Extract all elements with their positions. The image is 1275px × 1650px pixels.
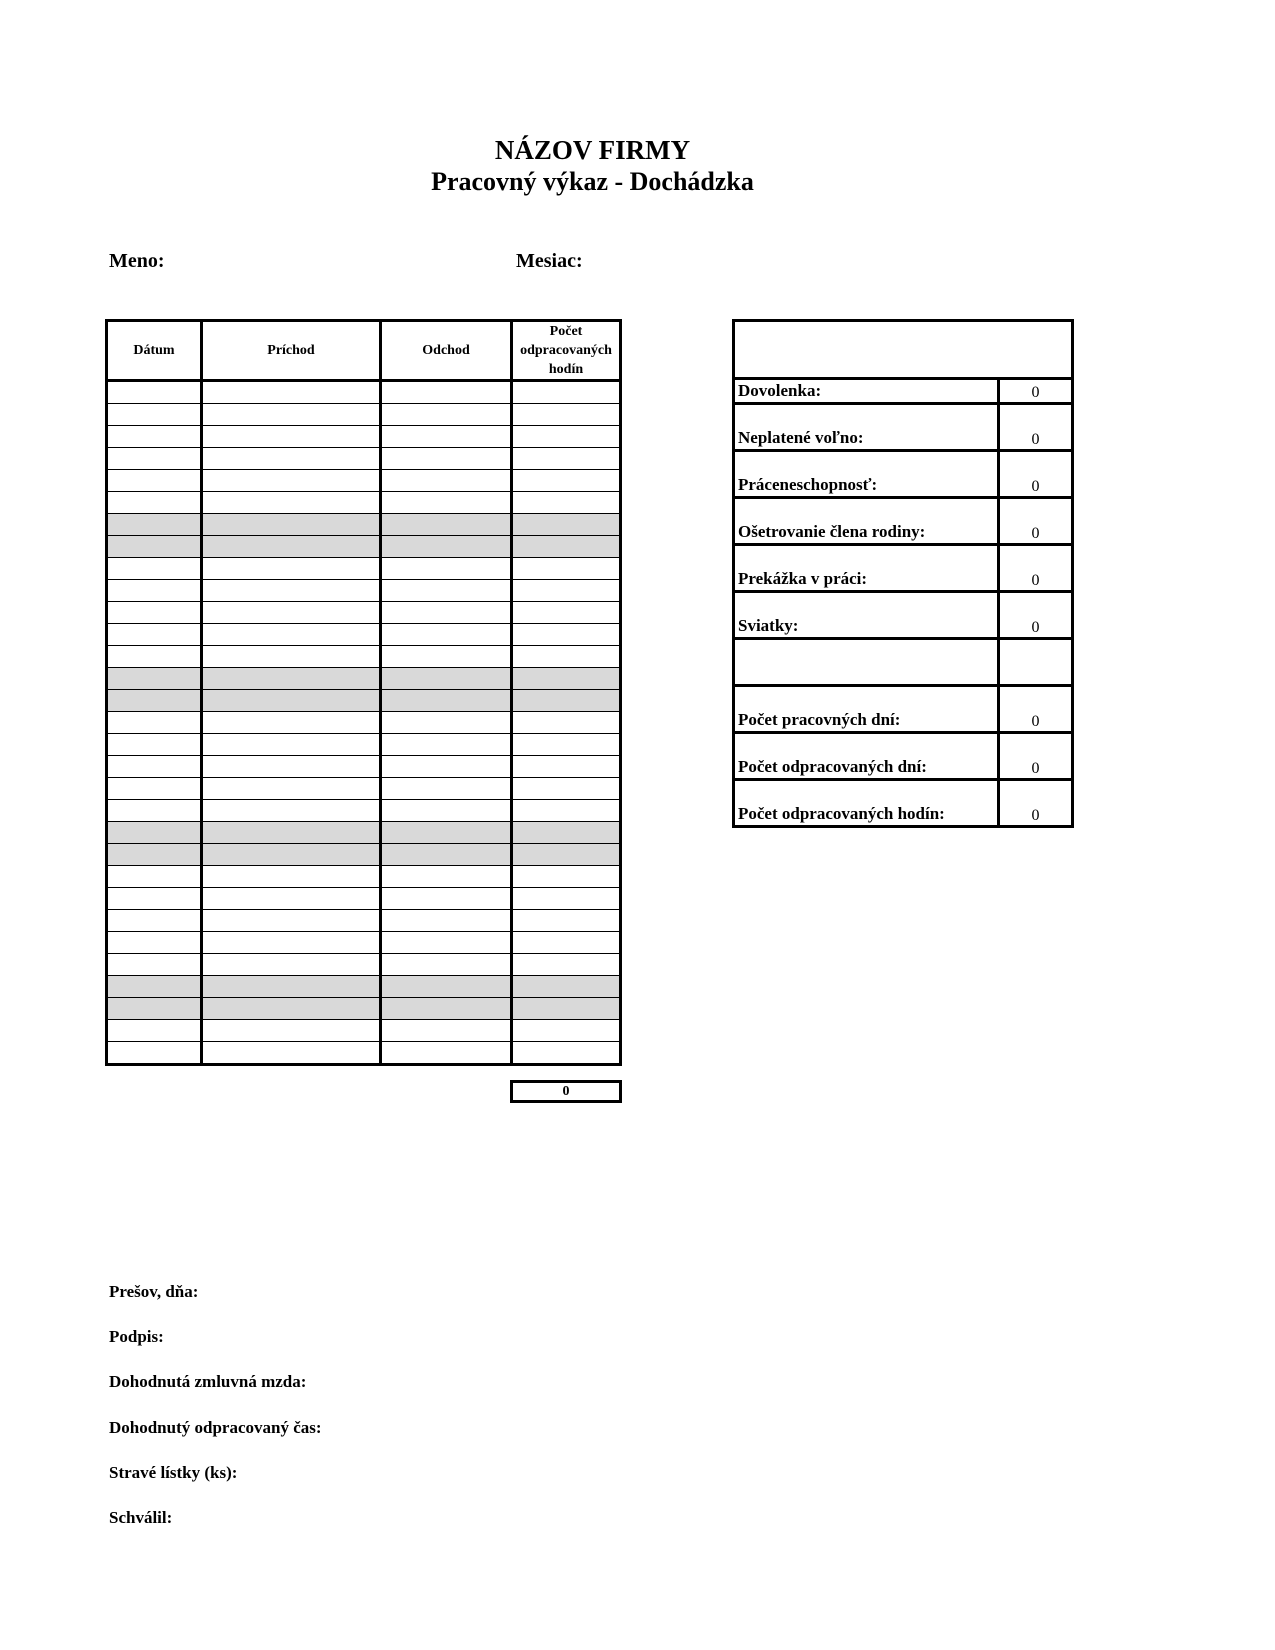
attendance-header-row [107, 321, 621, 381]
datum-cell [107, 404, 202, 426]
summary-row [734, 592, 1073, 639]
table-row [107, 381, 621, 404]
hours-cell [512, 580, 621, 602]
prichod-cell [202, 646, 381, 668]
table-row [107, 712, 621, 734]
table-row [107, 844, 621, 866]
table-row [107, 470, 621, 492]
table-row [107, 426, 621, 448]
datum-cell [107, 492, 202, 514]
datum-cell [107, 910, 202, 932]
summary-label: Neplatené voľno: [734, 404, 999, 451]
hours-cell [512, 822, 621, 844]
table-row [107, 668, 621, 690]
datum-cell [107, 470, 202, 492]
summary-value: 0 [999, 686, 1073, 733]
prichod-cell [202, 514, 381, 536]
summary-row [734, 379, 1073, 404]
meno-label: Meno: [109, 250, 165, 272]
hours-cell [512, 1020, 621, 1042]
cas-label: Dohodnutý odpracovaný čas: [109, 1418, 322, 1437]
odchod-cell [381, 426, 512, 448]
odchod-cell [381, 448, 512, 470]
summary-row [734, 686, 1073, 733]
odchod-cell [381, 734, 512, 756]
odchod-cell [381, 712, 512, 734]
odchod-cell [381, 690, 512, 712]
odchod-cell [381, 822, 512, 844]
table-row [107, 1042, 621, 1065]
prichod-cell [202, 954, 381, 976]
odchod-cell [381, 866, 512, 888]
company-name: NÁZOV FIRMY [494, 135, 691, 165]
hours-cell [512, 624, 621, 646]
attendance-table [105, 319, 622, 1066]
odchod-cell [381, 756, 512, 778]
summary-label: Práceneschopnosť: [734, 451, 999, 498]
datum-cell [107, 426, 202, 448]
odchod-cell [381, 602, 512, 624]
summary-value: 0 [999, 780, 1073, 827]
odchod-cell [381, 624, 512, 646]
datum-cell [107, 1042, 202, 1065]
prichod-cell [202, 756, 381, 778]
summary-table [732, 319, 1074, 828]
prichod-cell [202, 712, 381, 734]
odchod-cell [381, 800, 512, 822]
odchod-cell [381, 404, 512, 426]
col-hours-header [512, 321, 621, 381]
odchod-cell [381, 844, 512, 866]
table-row [107, 822, 621, 844]
table-row [107, 514, 621, 536]
prichod-cell [202, 932, 381, 954]
datum-cell [107, 624, 202, 646]
odchod-cell [381, 536, 512, 558]
datum-cell [107, 866, 202, 888]
summary-body [734, 321, 1073, 827]
summary-label [734, 639, 999, 686]
summary-row [734, 639, 1073, 686]
odchod-cell [381, 668, 512, 690]
summary-row [734, 404, 1073, 451]
table-row [107, 602, 621, 624]
presov-date-label: Prešov, dňa: [109, 1282, 199, 1301]
odchod-cell [381, 558, 512, 580]
hours-cell [512, 426, 621, 448]
odchod-cell [381, 998, 512, 1020]
odchod-cell [381, 1042, 512, 1065]
odchod-cell [381, 778, 512, 800]
table-row [107, 646, 621, 668]
table-row [107, 998, 621, 1020]
table-row [107, 448, 621, 470]
hours-cell [512, 998, 621, 1020]
odchod-cell [381, 954, 512, 976]
odchod-cell [381, 932, 512, 954]
summary-label: Dovolenka: [734, 379, 999, 404]
table-row [107, 580, 621, 602]
schvalil-label: Schválil: [109, 1508, 173, 1527]
summary-row [734, 733, 1073, 780]
summary-header-cell [734, 321, 1073, 379]
prichod-cell [202, 580, 381, 602]
hours-cell [512, 668, 621, 690]
prichod-cell [202, 404, 381, 426]
hours-cell [512, 381, 621, 404]
table-row [107, 1020, 621, 1042]
hours-cell [512, 734, 621, 756]
attendance-body [107, 381, 621, 1065]
hours-cell [512, 954, 621, 976]
prichod-cell [202, 888, 381, 910]
table-row [107, 976, 621, 998]
col-hours-header-line2: odpracovaných [520, 343, 612, 358]
datum-cell [107, 668, 202, 690]
summary-value: 0 [999, 451, 1073, 498]
datum-cell [107, 778, 202, 800]
summary-value: 0 [999, 498, 1073, 545]
table-row [107, 690, 621, 712]
datum-cell [107, 734, 202, 756]
datum-cell [107, 932, 202, 954]
col-hours-header-line3: hodín [548, 362, 584, 377]
hours-cell [512, 756, 621, 778]
datum-cell [107, 976, 202, 998]
prichod-cell [202, 381, 381, 404]
summary-label: Počet pracovných dní: [734, 686, 999, 733]
prichod-cell [202, 866, 381, 888]
prichod-cell [202, 822, 381, 844]
datum-cell [107, 646, 202, 668]
datum-cell [107, 998, 202, 1020]
datum-cell [107, 536, 202, 558]
table-row [107, 624, 621, 646]
datum-cell [107, 844, 202, 866]
odchod-cell [381, 910, 512, 932]
prichod-cell [202, 734, 381, 756]
odchod-cell [381, 514, 512, 536]
summary-label: Počet odpracovaných hodín: [734, 780, 999, 827]
prichod-cell [202, 910, 381, 932]
summary-label: Prekážka v práci: [734, 545, 999, 592]
hours-cell [512, 536, 621, 558]
hours-cell [512, 558, 621, 580]
table-row [107, 866, 621, 888]
odchod-cell [381, 646, 512, 668]
hours-cell [512, 888, 621, 910]
hours-cell [512, 404, 621, 426]
table-row [107, 910, 621, 932]
prichod-cell [202, 998, 381, 1020]
datum-cell [107, 690, 202, 712]
col-datum-header: Dátum [107, 321, 202, 381]
hours-cell [512, 910, 621, 932]
summary-label: Sviatky: [734, 592, 999, 639]
odchod-cell [381, 492, 512, 514]
prichod-cell [202, 844, 381, 866]
table-row [107, 954, 621, 976]
hours-cell [512, 932, 621, 954]
hours-cell [512, 492, 621, 514]
prichod-cell [202, 1042, 381, 1065]
prichod-cell [202, 492, 381, 514]
datum-cell [107, 888, 202, 910]
mesiac-label: Mesiac: [516, 250, 583, 272]
datum-cell [107, 580, 202, 602]
table-row [107, 778, 621, 800]
datum-cell [107, 514, 202, 536]
datum-cell [107, 712, 202, 734]
prichod-cell [202, 536, 381, 558]
hours-cell [512, 778, 621, 800]
prichod-cell [202, 668, 381, 690]
table-row [107, 492, 621, 514]
datum-cell [107, 381, 202, 404]
table-row [107, 558, 621, 580]
prichod-cell [202, 602, 381, 624]
prichod-cell [202, 470, 381, 492]
col-prichod-header: Príchod [202, 321, 381, 381]
hours-cell [512, 602, 621, 624]
prichod-cell [202, 426, 381, 448]
summary-value: 0 [999, 733, 1073, 780]
table-row [107, 888, 621, 910]
listky-label: Stravé lístky (ks): [109, 1463, 238, 1482]
col-odchod-header: Odchod [381, 321, 512, 381]
odchod-cell [381, 470, 512, 492]
summary-value: 0 [999, 404, 1073, 451]
hours-cell [512, 712, 621, 734]
datum-cell [107, 800, 202, 822]
hours-cell [512, 514, 621, 536]
summary-row [734, 498, 1073, 545]
prichod-cell [202, 1020, 381, 1042]
col-hours-header-line1: Počet [549, 324, 583, 339]
hours-cell [512, 844, 621, 866]
prichod-cell [202, 800, 381, 822]
total-hours-cell: 0 [510, 1080, 622, 1103]
datum-cell [107, 756, 202, 778]
datum-cell [107, 448, 202, 470]
summary-value: 0 [999, 379, 1073, 404]
hours-cell [512, 448, 621, 470]
prichod-cell [202, 558, 381, 580]
summary-value [999, 639, 1073, 686]
table-row [107, 734, 621, 756]
summary-row [734, 545, 1073, 592]
odchod-cell [381, 1020, 512, 1042]
table-row [107, 404, 621, 426]
document-title: Pracovný výkaz - Dochádzka [431, 167, 754, 196]
hours-cell [512, 690, 621, 712]
mzda-label: Dohodnutá zmluvná mzda: [109, 1372, 307, 1391]
table-row [107, 800, 621, 822]
hours-cell [512, 646, 621, 668]
podpis-label: Podpis: [109, 1327, 164, 1346]
datum-cell [107, 1020, 202, 1042]
datum-cell [107, 822, 202, 844]
prichod-cell [202, 690, 381, 712]
odchod-cell [381, 976, 512, 998]
hours-cell [512, 866, 621, 888]
datum-cell [107, 558, 202, 580]
prichod-cell [202, 976, 381, 998]
prichod-cell [202, 778, 381, 800]
prichod-cell [202, 448, 381, 470]
odchod-cell [381, 381, 512, 404]
prichod-cell [202, 624, 381, 646]
table-row [107, 536, 621, 558]
hours-cell [512, 800, 621, 822]
odchod-cell [381, 888, 512, 910]
odchod-cell [381, 580, 512, 602]
hours-cell [512, 976, 621, 998]
summary-row [734, 451, 1073, 498]
datum-cell [107, 954, 202, 976]
hours-cell [512, 1042, 621, 1065]
hours-cell [512, 470, 621, 492]
summary-value: 0 [999, 592, 1073, 639]
summary-label: Ošetrovanie člena rodiny: [734, 498, 999, 545]
summary-row [734, 780, 1073, 827]
summary-label: Počet odpracovaných dní: [734, 733, 999, 780]
summary-header-row [734, 321, 1073, 379]
datum-cell [107, 602, 202, 624]
summary-value: 0 [999, 545, 1073, 592]
table-row [107, 932, 621, 954]
table-row [107, 756, 621, 778]
